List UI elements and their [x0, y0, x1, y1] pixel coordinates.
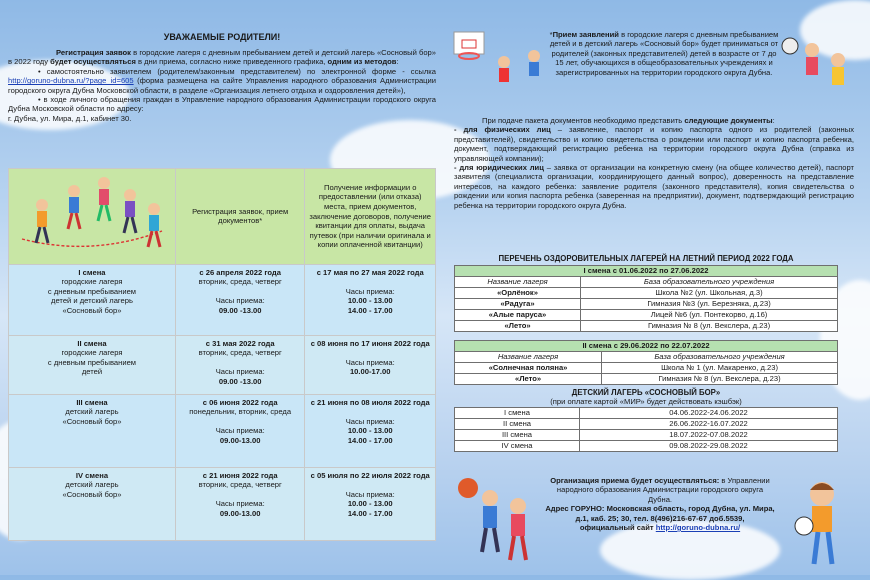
shift-description — [9, 467, 176, 540]
registration-hours: 09.00-13.00 — [219, 435, 261, 445]
info-hours: 10.00 - 13.00 — [347, 426, 393, 436]
docs-physical-label: - для физических лиц — [454, 125, 551, 135]
shift-desc-line: «Сосновый бор» — [62, 416, 122, 426]
sosnovy-dates: 18.07.2022-07.08.2022 — [580, 430, 838, 441]
boy-with-volleyball-illustration — [786, 478, 860, 574]
hours-label: Часы приема: — [215, 296, 265, 306]
camp-name: «Орлёнок» — [455, 288, 581, 299]
camp-base: Гимназия № 8 (ул. Векслера, д.23) — [581, 321, 838, 332]
org-address — [544, 504, 776, 523]
schedule-table — [8, 168, 436, 541]
registration-cell — [175, 264, 304, 335]
docs-physical-text: – заявление, паспорт и копию паспорта одного из родителей (законных представителей), свидетельство и копию свидетельства о рождении или паспорт и копию паспорта ребенка, документ, подтверждающий регистрацию ребенка на территории городского округа Дубна (справка из управляющей компании); — [454, 125, 854, 163]
info-hours: 14.00 - 17.00 — [347, 305, 393, 315]
sosnovy-dates: 04.06.2022-24.06.2022 — [580, 408, 838, 419]
table-row — [455, 374, 838, 385]
table-row — [455, 408, 838, 419]
method-online-text-2: (форма размещена на сайте Управления народного образования Администрации городского округа Дубна Московской области, в разделе «Организация летнего отдыха и оздоровления детей»), — [8, 76, 436, 95]
docs-juridical-text: – заявка от организации на конкретную смену (на общее количество детей), паспорт заявителя (специалиста организации, координирующего данный вопрос), доверенность на представление интересов, на каждого ребенка: заявление родителя (законного представителя), копия свидетельства о рождении или копия паспорта ребенка (заверенная на предприятии), документ, подтверждающий регистрацию ребенка на территории городского округа Дубна. — [454, 163, 854, 210]
hours-label: Часы приема: — [345, 286, 395, 296]
org-paragraph — [544, 476, 776, 504]
hours-label: Часы приема: — [215, 367, 265, 377]
info-date: с 08 июня по 17 июня 2022 года — [310, 338, 430, 348]
notice-asterisk: * — [549, 30, 553, 39]
table-row — [455, 419, 838, 430]
sosnovy-dates: 09.08.2022-29.08.2022 — [580, 441, 838, 452]
intro-text: в городские лагеря с дневным пребыванием детей и детский лагерь «Сосновый бор» в 2022 году — [8, 48, 437, 67]
intro-bold-methods: одним из методов — [327, 57, 397, 67]
hours-label: Часы приема: — [215, 426, 265, 436]
hours-label: Часы приема: — [345, 416, 395, 426]
table-row — [455, 299, 838, 310]
address-value: Московская область, город Дубна, ул. Мира, д.1, каб. 25; 30, тел. 8(496)216-67-67 доб.5539, — [575, 504, 775, 523]
notice-bold: Прием заявлений — [552, 30, 619, 39]
shift-label: IV смена — [75, 470, 109, 480]
notice-paragraph — [548, 30, 780, 77]
info-cell — [305, 467, 436, 540]
camp-base: Школа № 1 (ул. Макаренко, д.23) — [602, 363, 838, 374]
hours-label: Часы приема: — [345, 489, 395, 499]
official-site-link[interactable]: http://goruno-dubna.ru/ — [655, 523, 741, 533]
table-row — [455, 430, 838, 441]
table-row — [455, 321, 838, 332]
children-illustration-cell — [9, 169, 176, 265]
info-hours: 10.00 - 13.00 — [347, 296, 393, 306]
sosnovy-shift: II смена — [455, 419, 580, 430]
col-school-base: База образовательного учреждения — [602, 352, 838, 363]
shift-desc-line: детей — [81, 367, 103, 377]
site-label: официальный сайт — [579, 523, 656, 533]
table-row — [9, 394, 436, 467]
camps-table-shift1 — [454, 265, 838, 332]
registration-cell — [175, 335, 304, 394]
shift-desc-line: «Сосновый бор» — [62, 305, 122, 315]
shift1-header: I смена с 01.06.2022 по 27.06.2022 — [455, 266, 838, 277]
info-date: с 05 июля по 22 июля 2022 года — [310, 470, 430, 480]
camp-base: Школа №2 (ул. Школьная, д.3) — [581, 288, 838, 299]
hours-label: Часы приема: — [215, 499, 265, 509]
intro-bold-schedule: будет осуществляться — [50, 57, 136, 67]
docs-intro — [454, 116, 854, 125]
table-row — [455, 310, 838, 321]
basketball-kids-illustration — [452, 26, 552, 96]
org-site — [544, 523, 776, 532]
camp-list-title: ПЕРЕЧЕНЬ ОЗДОРОВИТЕЛЬНЫХ ЛАГЕРЕЙ НА ЛЕТНИЙ ПЕРИОД 2022 ГОДА — [498, 254, 794, 263]
camp-list — [454, 254, 838, 452]
shift-desc-line: городские лагеря — [61, 348, 123, 358]
playing-children-illustration — [12, 169, 172, 261]
registration-cell — [175, 467, 304, 540]
table-row — [9, 467, 436, 540]
shift-desc-line: «Сосновый бор» — [62, 489, 122, 499]
header-registration: Регистрация заявок, прием документов* — [175, 169, 304, 265]
col-school-base: База образовательного учреждения — [581, 277, 838, 288]
shift2-header: II смена с 29.06.2022 по 22.07.2022 — [455, 341, 838, 352]
intro-text: : — [396, 57, 399, 67]
sosnovy-shift: III смена — [455, 430, 580, 441]
method-online-text: • самостоятельно заявителем (родителем/законным представителем) по электронной форме - ссылка — [38, 66, 436, 76]
header-info: Получение информации о предоставлении (или отказа) места, прием документов, заключение договоров, получение квитанции для оплаты, выдача путевок (при наличии оригинала и копии оплаченной квитанции) — [305, 169, 436, 265]
docs-intro-text: : — [772, 116, 775, 125]
camp-name: «Лето» — [455, 321, 581, 332]
info-hours: 10.00 - 13.00 — [347, 499, 393, 509]
docs-physical — [454, 125, 854, 163]
registration-hours: 09.00 -13.00 — [218, 305, 262, 315]
camps-table-shift2 — [454, 340, 838, 385]
left-column — [8, 0, 436, 123]
docs-juridical — [454, 163, 854, 210]
org-text: в Управлении народного образования Администрации городского округа Дубна. — [556, 476, 770, 504]
camp-base: Гимназия №3 (ул. Березняка, д.23) — [581, 299, 838, 310]
sosnovy-table — [454, 407, 838, 452]
notice-text: в городские лагеря с дневным пребыванием детей и в детский лагерь «Сосновый бор» будет приниматься от родителей (законных представителей) детей в возрасте от 7 до 15 лет, обучающихся в общеобразовательных учреждениях и зарегистрированных на территории городского округа Дубна. — [549, 30, 779, 77]
camp-base: Гимназия № 8 (ул. Векслера, д.23) — [602, 374, 838, 385]
shift-label: I смена — [78, 267, 106, 277]
page-title: УВАЖАЕМЫЕ РОДИТЕЛИ! — [163, 32, 281, 42]
sosnovy-shift: I смена — [455, 408, 580, 419]
documents-section — [454, 116, 854, 210]
col-camp-name: Название лагеря — [455, 352, 602, 363]
camp-base: Лицей №6 (ул. Понтекорво, д.16) — [581, 310, 838, 321]
address-label: Адрес ГОРУНО: — [545, 504, 605, 514]
shift-description — [9, 335, 176, 394]
registration-date: с 21 июня 2022 года — [202, 470, 278, 480]
info-date: с 17 мая по 27 мая 2022 года — [316, 267, 424, 277]
registration-form-link[interactable]: http://goruno-dubna.ru/?page_id=605 — [8, 76, 134, 86]
table-row — [455, 288, 838, 299]
method-online — [8, 67, 436, 95]
info-hours: 14.00 - 17.00 — [347, 508, 393, 518]
table-row — [9, 335, 436, 394]
info-hours: 14.00 - 17.00 — [347, 435, 393, 445]
kids-with-ball-illustration — [772, 26, 864, 106]
address-text: г. Дубна, ул. Мира, д.1, кабинет 30. — [8, 113, 132, 123]
registration-hours: 09.00-13.00 — [219, 508, 261, 518]
org-bold: Организация приема будет осуществляться: — [550, 476, 720, 485]
info-cell — [305, 394, 436, 467]
docs-juridical-label: - для юридических лиц — [454, 163, 544, 173]
registration-date: с 31 мая 2022 года — [205, 338, 275, 348]
table-row — [455, 363, 838, 374]
shift-desc-line: детей и детский лагерь — [51, 296, 133, 306]
shift-desc-line: городские лагеря — [61, 277, 123, 287]
sosnovy-note: (при оплате картой «МИР» будет действовать кэшбэк) — [550, 397, 742, 406]
docs-intro-bold: следующие документы — [684, 116, 773, 125]
org-section — [544, 476, 776, 532]
shift-desc-line: детский лагерь — [65, 480, 119, 490]
table-row — [455, 441, 838, 452]
shift-label: III смена — [76, 397, 108, 407]
camp-name: «Солнечная поляна» — [455, 363, 602, 374]
info-cell — [305, 335, 436, 394]
registration-days: вторник, среда, четверг — [198, 348, 282, 358]
registration-days: понедельник, вторник, среда — [189, 407, 292, 417]
camp-name: «Лето» — [455, 374, 602, 385]
shift-description — [9, 394, 176, 467]
playing-kids-bottom-illustration — [456, 472, 538, 572]
registration-hours: 09.00 -13.00 — [218, 376, 262, 386]
shift-desc-line: с дневным пребыванием — [47, 357, 137, 367]
shift-desc-line: детский лагерь — [65, 407, 119, 417]
registration-date: с 06 июня 2022 года — [202, 397, 278, 407]
intro-bold-registration: Регистрация заявок — [56, 48, 131, 57]
shift-label: II смена — [77, 338, 107, 348]
info-cell — [305, 264, 436, 335]
sosnovy-shift: IV смена — [455, 441, 580, 452]
camp-name: «Алые паруса» — [455, 310, 581, 321]
shift-desc-line: с дневным пребыванием — [47, 286, 137, 296]
docs-intro-text: При подаче пакета документов необходимо представить — [482, 116, 685, 125]
sosnovy-dates: 26.06.2022-16.07.2022 — [580, 419, 838, 430]
registration-days: вторник, среда, четверг — [198, 480, 282, 490]
info-date: с 21 июня по 08 июля 2022 года — [310, 397, 430, 407]
table-row — [9, 264, 436, 335]
intro-text: в дни приема, согласно ниже приведенного графика, — [135, 57, 328, 67]
method-in-person: • в ходе личного обращения граждан в Управление народного образования Администрации городского округа Дубна Московской области по адресу: — [8, 95, 436, 114]
registration-cell — [175, 394, 304, 467]
schedule-header-row — [9, 169, 436, 265]
col-camp-name: Название лагеря — [455, 277, 581, 288]
camp-name: «Радуга» — [455, 299, 581, 310]
sosnovy-title: ДЕТСКИЙ ЛАГЕРЬ «СОСНОВЫЙ БОР» — [571, 388, 721, 397]
hours-label: Часы приема: — [345, 357, 395, 367]
info-hours: 10.00-17.00 — [349, 367, 391, 377]
intro-paragraph — [8, 48, 436, 67]
registration-days: вторник, среда, четверг — [198, 277, 282, 287]
shift-description — [9, 264, 176, 335]
registration-date: с 26 апреля 2022 года — [199, 267, 281, 277]
